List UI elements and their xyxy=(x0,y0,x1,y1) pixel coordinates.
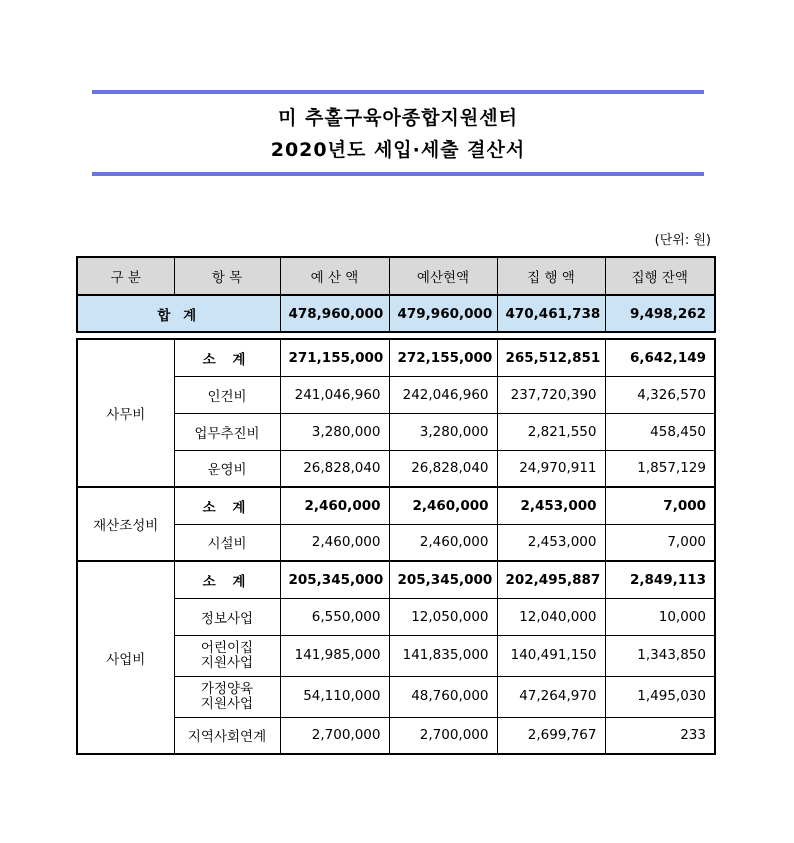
cell-value: 2,453,000 xyxy=(497,487,605,524)
cell-value: 237,720,390 xyxy=(497,376,605,413)
category-asset: 재산조성비 xyxy=(77,487,174,561)
cell-value: 48,760,000 xyxy=(389,676,497,717)
header-category: 구 분 xyxy=(77,257,174,295)
cell-value: 2,700,000 xyxy=(389,717,497,754)
cell-value: 141,835,000 xyxy=(389,635,497,676)
category-office: 사무비 xyxy=(77,339,174,487)
header-executed: 집 행 액 xyxy=(497,257,605,295)
item-label: 시설비 xyxy=(174,524,280,561)
cell-value: 272,155,000 xyxy=(389,339,497,376)
cell-value: 2,460,000 xyxy=(389,487,497,524)
item-label-line: 지원사업 xyxy=(200,654,254,671)
cell-value: 458,450 xyxy=(605,413,715,450)
cell-value: 2,460,000 xyxy=(280,487,389,524)
category-project: 사업비 xyxy=(77,561,174,754)
spacer-row xyxy=(77,332,715,339)
cell-value: 12,050,000 xyxy=(389,598,497,635)
cell-value: 2,460,000 xyxy=(280,524,389,561)
table-row xyxy=(77,339,715,376)
table-row xyxy=(77,487,715,524)
item-label xyxy=(174,676,280,717)
item-label: 지역사회연계 xyxy=(174,717,280,754)
item-label: 업무추진비 xyxy=(174,413,280,450)
cell-value: 4,326,570 xyxy=(605,376,715,413)
document-title: 미 추홀구육아종합지원센터 xyxy=(278,107,518,129)
cell-value: 233 xyxy=(605,717,715,754)
cell-value: 242,046,960 xyxy=(389,376,497,413)
table-header-row xyxy=(77,257,715,295)
cell-value: 2,453,000 xyxy=(497,524,605,561)
cell-value: 2,460,000 xyxy=(389,524,497,561)
subtotal-label: 소 계 xyxy=(174,339,280,376)
cell-value: 7,000 xyxy=(605,524,715,561)
unit-label: (단위: 원) xyxy=(654,233,711,248)
cell-value: 26,828,040 xyxy=(389,450,497,487)
cell-value: 3,280,000 xyxy=(280,413,389,450)
document-subtitle: 2020년도 세입·세출 결산서 xyxy=(270,139,526,161)
header-budget: 예 산 액 xyxy=(280,257,389,295)
header-remaining: 집행 잔액 xyxy=(605,257,715,295)
item-label-line: 가정양육 xyxy=(200,680,254,697)
cell-value: 2,849,113 xyxy=(605,561,715,598)
total-current-budget: 479,960,000 xyxy=(389,295,497,332)
total-row xyxy=(77,295,715,332)
total-executed: 470,461,738 xyxy=(497,295,605,332)
cell-value: 140,491,150 xyxy=(497,635,605,676)
cell-value: 141,985,000 xyxy=(280,635,389,676)
cell-value: 1,495,030 xyxy=(605,676,715,717)
item-label-line: 어린이집 xyxy=(200,639,254,656)
header-item: 항 목 xyxy=(174,257,280,295)
cell-value: 2,700,000 xyxy=(280,717,389,754)
cell-value: 1,857,129 xyxy=(605,450,715,487)
cell-value: 205,345,000 xyxy=(280,561,389,598)
total-budget: 478,960,000 xyxy=(280,295,389,332)
budget-table xyxy=(76,256,716,755)
cell-value: 205,345,000 xyxy=(389,561,497,598)
cell-value: 6,642,149 xyxy=(605,339,715,376)
total-label: 합 계 xyxy=(77,295,280,332)
cell-value: 54,110,000 xyxy=(280,676,389,717)
cell-value: 3,280,000 xyxy=(389,413,497,450)
table-row xyxy=(77,561,715,598)
item-label: 운영비 xyxy=(174,450,280,487)
item-label: 인건비 xyxy=(174,376,280,413)
cell-value: 6,550,000 xyxy=(280,598,389,635)
cell-value: 241,046,960 xyxy=(280,376,389,413)
cell-value: 202,495,887 xyxy=(497,561,605,598)
cell-value: 26,828,040 xyxy=(280,450,389,487)
item-label: 정보사업 xyxy=(174,598,280,635)
cell-value: 265,512,851 xyxy=(497,339,605,376)
cell-value: 24,970,911 xyxy=(497,450,605,487)
cell-value: 1,343,850 xyxy=(605,635,715,676)
cell-value: 271,155,000 xyxy=(280,339,389,376)
cell-value: 12,040,000 xyxy=(497,598,605,635)
subtotal-label: 소 계 xyxy=(174,487,280,524)
bottom-rule xyxy=(92,172,704,176)
total-remaining: 9,498,262 xyxy=(605,295,715,332)
top-rule xyxy=(92,90,704,94)
subtotal-label: 소 계 xyxy=(174,561,280,598)
cell-value: 47,264,970 xyxy=(497,676,605,717)
item-label-line: 지원사업 xyxy=(200,695,254,712)
item-label xyxy=(174,635,280,676)
cell-value: 2,821,550 xyxy=(497,413,605,450)
cell-value: 7,000 xyxy=(605,487,715,524)
cell-value: 10,000 xyxy=(605,598,715,635)
header-current-budget: 예산현액 xyxy=(389,257,497,295)
cell-value: 2,699,767 xyxy=(497,717,605,754)
